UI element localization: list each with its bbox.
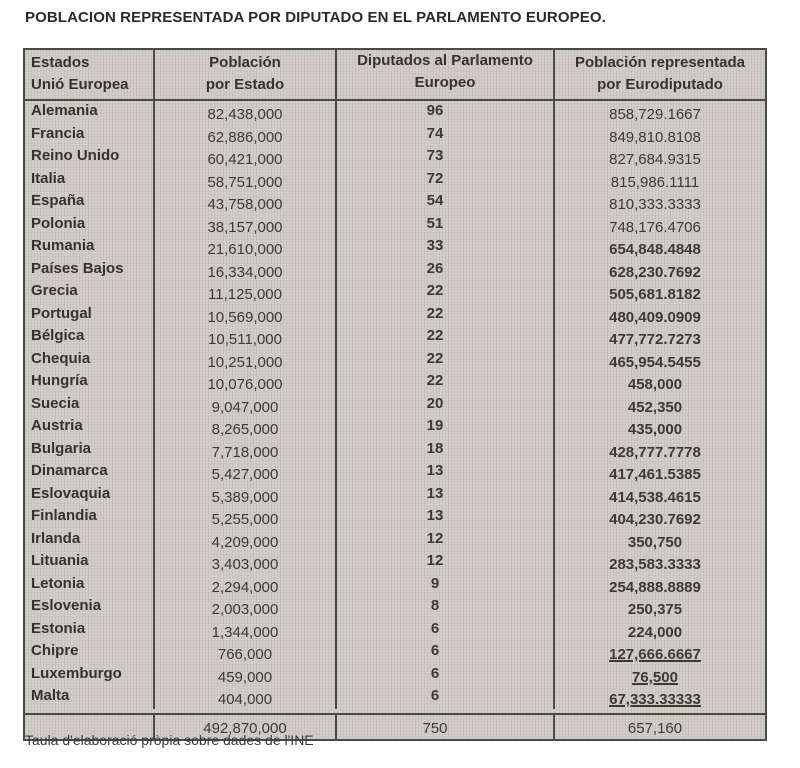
diputados-cell — [337, 596, 553, 616]
estado-cell-text: España — [31, 192, 85, 209]
table-row — [337, 236, 553, 259]
estado-cell-text: Hungría — [31, 372, 88, 389]
table-row — [155, 326, 335, 349]
table-row — [337, 596, 553, 619]
table-row — [155, 641, 335, 664]
poblacion-cell-text: 10,511,000 — [208, 331, 282, 348]
source-caption: Taula d'elaboració pròpia sobre dades de l'INE — [25, 732, 314, 748]
table-row — [155, 281, 335, 304]
estado-cell — [25, 304, 153, 324]
table-row — [555, 259, 765, 282]
estado-cell — [25, 506, 153, 526]
table-row — [155, 461, 335, 484]
estado-cell — [25, 259, 153, 279]
diputados-cell — [337, 461, 553, 481]
table-row — [555, 124, 765, 147]
table-row — [555, 641, 765, 664]
table-row — [155, 214, 335, 237]
table-row — [155, 664, 335, 687]
diputados-cell-text: 74 — [426, 124, 444, 142]
estado-cell-text: Eslovenia — [31, 597, 102, 614]
poblacion-cell-text: 3,403,000 — [211, 556, 279, 573]
por-diputado-cell-text: 452,350 — [627, 398, 683, 416]
estado-cell-text: Portugal — [31, 304, 92, 322]
por-diputado-cell-text: 67,333.33333 — [609, 691, 701, 708]
table-row — [337, 551, 553, 574]
diputados-cell — [337, 416, 553, 436]
poblacion-cell-text: 10,076,000 — [207, 376, 283, 393]
estado-cell — [25, 664, 153, 684]
table-row — [25, 169, 153, 192]
table-row — [337, 484, 553, 507]
diputados-cell-text: 6 — [430, 642, 440, 659]
table-row — [337, 664, 553, 687]
header-poblacion-line2: por Estado — [205, 76, 285, 93]
poblacion-cell-text: 62,886,000 — [207, 128, 283, 146]
estado-cell-text: Estonia — [31, 619, 86, 637]
poblacion-cell-text: 8,265,000 — [211, 421, 279, 438]
estado-cell — [25, 416, 153, 436]
poblacion-cell-text: 7,718,000 — [211, 443, 279, 461]
diputados-cell-text: 54 — [426, 192, 444, 209]
table-row — [337, 326, 553, 349]
table-row — [155, 259, 335, 282]
table-row — [337, 686, 553, 709]
estado-cell — [25, 394, 153, 414]
table-row — [555, 191, 765, 214]
estado-cell — [25, 574, 153, 594]
diputados-cell-text: 33 — [426, 237, 444, 254]
table-row — [25, 484, 153, 507]
table-row — [555, 551, 765, 574]
diputados-cell-text: 73 — [426, 147, 444, 164]
por-diputado-cell-text: 458,000 — [627, 376, 683, 393]
por-diputado-cell-text: 435,000 — [627, 421, 683, 438]
estado-cell-text: Rumania — [31, 237, 95, 254]
table-row — [155, 439, 335, 462]
table-row — [337, 574, 553, 597]
por-diputado-cell-text: 810,333.3333 — [609, 196, 701, 213]
poblacion-cell-text: 38,157,000 — [207, 218, 283, 236]
table-row — [25, 259, 153, 282]
estado-cell — [25, 236, 153, 256]
table-row — [25, 551, 153, 574]
table-row — [25, 461, 153, 484]
poblacion-cell-text: 9,047,000 — [211, 398, 279, 416]
table-row — [155, 686, 335, 709]
diputados-cell — [337, 326, 553, 346]
diputados-cell — [337, 124, 553, 144]
table-row — [155, 484, 335, 507]
table-row — [155, 506, 335, 529]
table-row — [25, 416, 153, 439]
estado-cell — [25, 349, 153, 369]
estado-cell — [25, 596, 153, 616]
table-row — [25, 686, 153, 709]
table-row — [155, 551, 335, 574]
diputados-cell-text: 26 — [426, 259, 444, 277]
estado-cell — [25, 551, 153, 571]
por-diputado-cell-text: 414,538.4615 — [609, 488, 701, 506]
por-diputado-cell-text: 858,729.1667 — [609, 106, 701, 123]
poblacion-cell-text: 459,000 — [217, 668, 273, 686]
table-header-row — [25, 50, 765, 101]
estado-cell-text: Bulgaria — [31, 439, 92, 457]
diputados-cell-text: 13 — [426, 507, 444, 524]
table-row — [25, 281, 153, 304]
table-row — [155, 394, 335, 417]
diputados-cell — [337, 371, 553, 391]
estado-cell — [25, 641, 153, 661]
table-row — [155, 304, 335, 327]
table-row — [155, 619, 335, 642]
table-row — [337, 619, 553, 642]
table-row — [25, 596, 153, 619]
table-row — [337, 169, 553, 192]
estado-cell — [25, 371, 153, 391]
table-row — [555, 169, 765, 192]
header-diputados-line2: Europeo — [414, 74, 476, 91]
estado-cell — [25, 529, 153, 549]
table-row — [337, 506, 553, 529]
header-estados — [25, 50, 155, 99]
table-row — [25, 619, 153, 642]
table-row — [555, 236, 765, 259]
poblacion-cell-text: 10,569,000 — [207, 308, 283, 326]
table-row — [337, 304, 553, 327]
table-row — [155, 236, 335, 259]
por-diputado-cell-text: 350,750 — [627, 533, 683, 551]
header-estados-line2: Unió Europea — [31, 76, 129, 93]
table-row — [555, 304, 765, 327]
diputados-cell — [337, 214, 553, 234]
table-row — [25, 214, 153, 237]
diputados-cell-text: 22 — [426, 349, 444, 367]
estado-cell-text: Chequia — [31, 349, 91, 367]
header-estados-line1: Estados — [31, 54, 90, 71]
diputados-cell-text: 72 — [426, 169, 444, 187]
diputados-cell — [337, 191, 553, 211]
table-row — [555, 371, 765, 394]
total-diputados: 750 — [337, 715, 555, 739]
estado-cell — [25, 619, 153, 639]
table-row — [555, 529, 765, 552]
column-estados — [25, 101, 155, 709]
table-row — [337, 461, 553, 484]
diputados-cell — [337, 394, 553, 414]
table-body — [25, 101, 765, 713]
table-row — [155, 371, 335, 394]
poblacion-cell-text: 766,000 — [217, 646, 273, 663]
table-row — [337, 349, 553, 372]
estado-cell — [25, 326, 153, 346]
diputados-cell — [337, 641, 553, 661]
diputados-cell — [337, 259, 553, 279]
por-diputado-cell-text: 480,409.0909 — [609, 308, 701, 326]
total-por-diputado: 657,160 — [627, 719, 683, 737]
table-row — [155, 574, 335, 597]
por-diputado-cell-text: 250,375 — [627, 601, 683, 618]
table-row — [155, 124, 335, 147]
estado-cell — [25, 686, 153, 706]
table-row — [25, 439, 153, 462]
diputados-cell-text: 12 — [426, 552, 444, 569]
estado-cell — [25, 214, 153, 234]
diputados-cell-text: 96 — [426, 102, 444, 119]
table-row — [555, 281, 765, 304]
table-row — [155, 169, 335, 192]
diputados-cell — [337, 484, 553, 504]
table-row — [25, 124, 153, 147]
estado-cell-text: Polonia — [31, 214, 86, 232]
por-diputado-cell-text: 127,666.6667 — [609, 646, 701, 663]
estado-cell-text: Irlanda — [31, 529, 81, 547]
header-diputados — [337, 50, 555, 99]
table-row — [155, 596, 335, 619]
diputados-cell — [337, 281, 553, 301]
diputados-cell-text: 6 — [430, 619, 440, 637]
diputados-cell — [337, 349, 553, 369]
table-row — [25, 664, 153, 687]
table-row — [25, 101, 153, 124]
table-row — [337, 124, 553, 147]
column-por-diputado — [555, 101, 765, 709]
table-row — [555, 214, 765, 237]
poblacion-cell-text: 16,334,000 — [207, 263, 283, 281]
table-row — [25, 394, 153, 417]
table-row — [555, 394, 765, 417]
estado-cell-text: Grecia — [31, 282, 78, 299]
poblacion-cell-text: 1,344,000 — [211, 623, 279, 641]
table-row — [25, 506, 153, 529]
table-row — [337, 281, 553, 304]
diputados-cell-text: 22 — [426, 304, 444, 322]
poblacion-cell — [155, 686, 335, 713]
diputados-cell — [337, 664, 553, 684]
table-row — [555, 416, 765, 439]
table-row — [25, 304, 153, 327]
por-diputado-cell-text: 849,810.8108 — [609, 128, 701, 146]
diputados-cell-text: 19 — [426, 417, 444, 434]
estado-cell-text: Chipre — [31, 642, 79, 659]
diputados-cell — [337, 439, 553, 459]
diputados-cell-text: 18 — [426, 439, 444, 457]
estado-cell-text: Países Bajos — [31, 259, 124, 277]
estado-cell-text: Finlandia — [31, 507, 97, 524]
table-row — [555, 146, 765, 169]
table-row — [555, 484, 765, 507]
table-row — [555, 619, 765, 642]
estado-cell — [25, 146, 153, 166]
por-diputado-cell-text: 283,583.3333 — [609, 556, 701, 573]
diputados-cell-text: 13 — [426, 484, 444, 502]
estado-cell — [25, 101, 153, 121]
total-poblacion: 492,870,000 — [155, 715, 337, 739]
header-poblacion — [155, 50, 337, 99]
table-row — [555, 686, 765, 709]
header-diputados-line1: Diputados al Parlamento — [357, 52, 533, 69]
table-row — [555, 574, 765, 597]
estado-cell-text: Letonia — [31, 574, 85, 592]
column-diputados — [337, 101, 555, 709]
diputados-cell — [337, 529, 553, 549]
table-row — [25, 236, 153, 259]
por-diputado-cell-text: 76,500 — [632, 668, 678, 686]
poblacion-cell-text: 5,427,000 — [211, 466, 279, 483]
column-poblacion — [155, 101, 337, 709]
table-row — [155, 416, 335, 439]
table-row — [555, 101, 765, 124]
table-row — [555, 439, 765, 462]
poblacion-cell-text: 11,125,000 — [208, 286, 282, 303]
table-row — [25, 529, 153, 552]
estado-cell — [25, 124, 153, 144]
poblacion-cell-text: 58,751,000 — [207, 173, 283, 191]
diputados-cell — [337, 146, 553, 166]
diputados-cell-text: 8 — [430, 597, 440, 614]
diputados-cell-text: 6 — [430, 664, 440, 682]
table-row — [337, 214, 553, 237]
por-diputado-cell-text: 748,176.4706 — [609, 218, 701, 236]
header-por-diputado-line2: por Eurodiputado — [597, 76, 723, 93]
estado-cell — [25, 281, 153, 301]
estado-cell-text: Austria — [31, 417, 83, 434]
estado-cell — [25, 461, 153, 481]
por-diputado-cell-text: 827,684.9315 — [609, 151, 701, 168]
table-row — [337, 529, 553, 552]
diputados-cell — [337, 101, 553, 121]
table-row — [337, 191, 553, 214]
por-diputado-cell-text: 254,888.8889 — [609, 578, 701, 596]
table-row — [337, 146, 553, 169]
diputados-cell — [337, 551, 553, 571]
estado-cell — [25, 439, 153, 459]
por-diputado-cell-text: 654,848.4848 — [609, 241, 701, 258]
por-diputado-cell-text: 465,954.5455 — [609, 353, 701, 371]
diputados-cell-text: 20 — [426, 394, 444, 412]
poblacion-cell-text: 82,438,000 — [207, 106, 283, 123]
poblacion-cell-text: 21,610,000 — [207, 241, 283, 258]
diputados-cell — [337, 686, 553, 706]
table-row — [337, 259, 553, 282]
table-row — [337, 439, 553, 462]
diputados-cell-text: 13 — [426, 462, 444, 479]
estado-cell-text: Malta — [31, 687, 70, 704]
diputados-cell-text: 22 — [426, 372, 444, 389]
table-row — [25, 191, 153, 214]
table-row — [25, 574, 153, 597]
por-diputado-cell — [555, 686, 765, 713]
table-row — [155, 101, 335, 124]
table-row — [337, 371, 553, 394]
por-diputado-cell-text: 404,230.7692 — [609, 511, 701, 528]
estado-cell-text: Alemania — [31, 102, 98, 119]
poblacion-cell-text: 60,421,000 — [207, 151, 283, 168]
estado-cell-text: Reino Unido — [31, 147, 120, 164]
diputados-cell-text: 12 — [426, 529, 444, 547]
diputados-cell — [337, 574, 553, 594]
table-row — [555, 461, 765, 484]
table-row — [555, 349, 765, 372]
poblacion-cell-text: 4,209,000 — [211, 533, 279, 551]
por-diputado-cell-text: 815,986.1111 — [610, 173, 700, 191]
header-poblacion-line1: Población — [209, 54, 281, 71]
diputados-cell — [337, 506, 553, 526]
table-row — [25, 371, 153, 394]
table-row — [337, 416, 553, 439]
table-row — [337, 641, 553, 664]
diputados-cell — [337, 169, 553, 189]
diputados-cell — [337, 619, 553, 639]
estado-cell — [25, 191, 153, 211]
table-row — [555, 326, 765, 349]
table-row — [555, 506, 765, 529]
estado-cell-text: Luxemburgo — [31, 664, 122, 682]
poblacion-cell-text: 2,003,000 — [211, 601, 279, 618]
table-row — [155, 349, 335, 372]
estado-cell — [25, 169, 153, 189]
estado-cell — [25, 484, 153, 504]
poblacion-cell-text: 2,294,000 — [211, 578, 279, 596]
estado-cell-text: Italia — [31, 169, 66, 187]
por-diputado-cell-text: 505,681.8182 — [609, 286, 701, 303]
por-diputado-cell-text: 628,230.7692 — [609, 263, 701, 281]
diputados-cell-text: 9 — [430, 574, 440, 592]
poblacion-cell-text: 43,758,000 — [207, 196, 283, 213]
table-row — [337, 394, 553, 417]
table-row — [555, 664, 765, 687]
estado-cell-text: Francia — [31, 124, 85, 142]
table-row — [25, 349, 153, 372]
poblacion-cell-text: 10,251,000 — [207, 353, 283, 371]
diputados-cell-text: 51 — [426, 214, 444, 232]
population-table — [23, 48, 767, 741]
table-row — [155, 146, 335, 169]
diputados-cell-text: 6 — [430, 687, 440, 704]
table-row — [155, 191, 335, 214]
poblacion-cell-text: 404,000 — [217, 691, 273, 708]
por-diputado-cell-text: 417,461.5385 — [609, 466, 701, 483]
table-row — [155, 529, 335, 552]
diputados-cell-text: 22 — [426, 327, 444, 344]
por-diputado-cell-text: 428,777.7778 — [609, 443, 701, 461]
diputados-cell — [337, 236, 553, 256]
page-title: POBLACION REPRESENTADA POR DIPUTADO EN EL PARLAMENTO EUROPEO. — [25, 9, 606, 26]
poblacion-cell-text: 5,255,000 — [211, 511, 279, 528]
table-row — [25, 146, 153, 169]
estado-cell-text: Bélgica — [31, 327, 85, 344]
header-por-diputado-line1: Población representada — [574, 54, 746, 71]
estado-cell-text: Lituania — [31, 552, 89, 569]
diputados-cell — [337, 304, 553, 324]
por-diputado-cell-text: 477,772.7273 — [609, 331, 701, 348]
header-por-diputado — [555, 50, 765, 99]
table-row — [25, 326, 153, 349]
diputados-cell-text: 22 — [426, 282, 444, 299]
estado-cell-text: Suecia — [31, 394, 80, 412]
table-row — [337, 101, 553, 124]
poblacion-cell-text: 5,389,000 — [211, 488, 279, 506]
table-row — [555, 596, 765, 619]
estado-cell-text: Eslovaquia — [31, 484, 111, 502]
por-diputado-cell-text: 224,000 — [627, 623, 683, 641]
table-row — [25, 641, 153, 664]
estado-cell-text: Dinamarca — [31, 462, 108, 479]
